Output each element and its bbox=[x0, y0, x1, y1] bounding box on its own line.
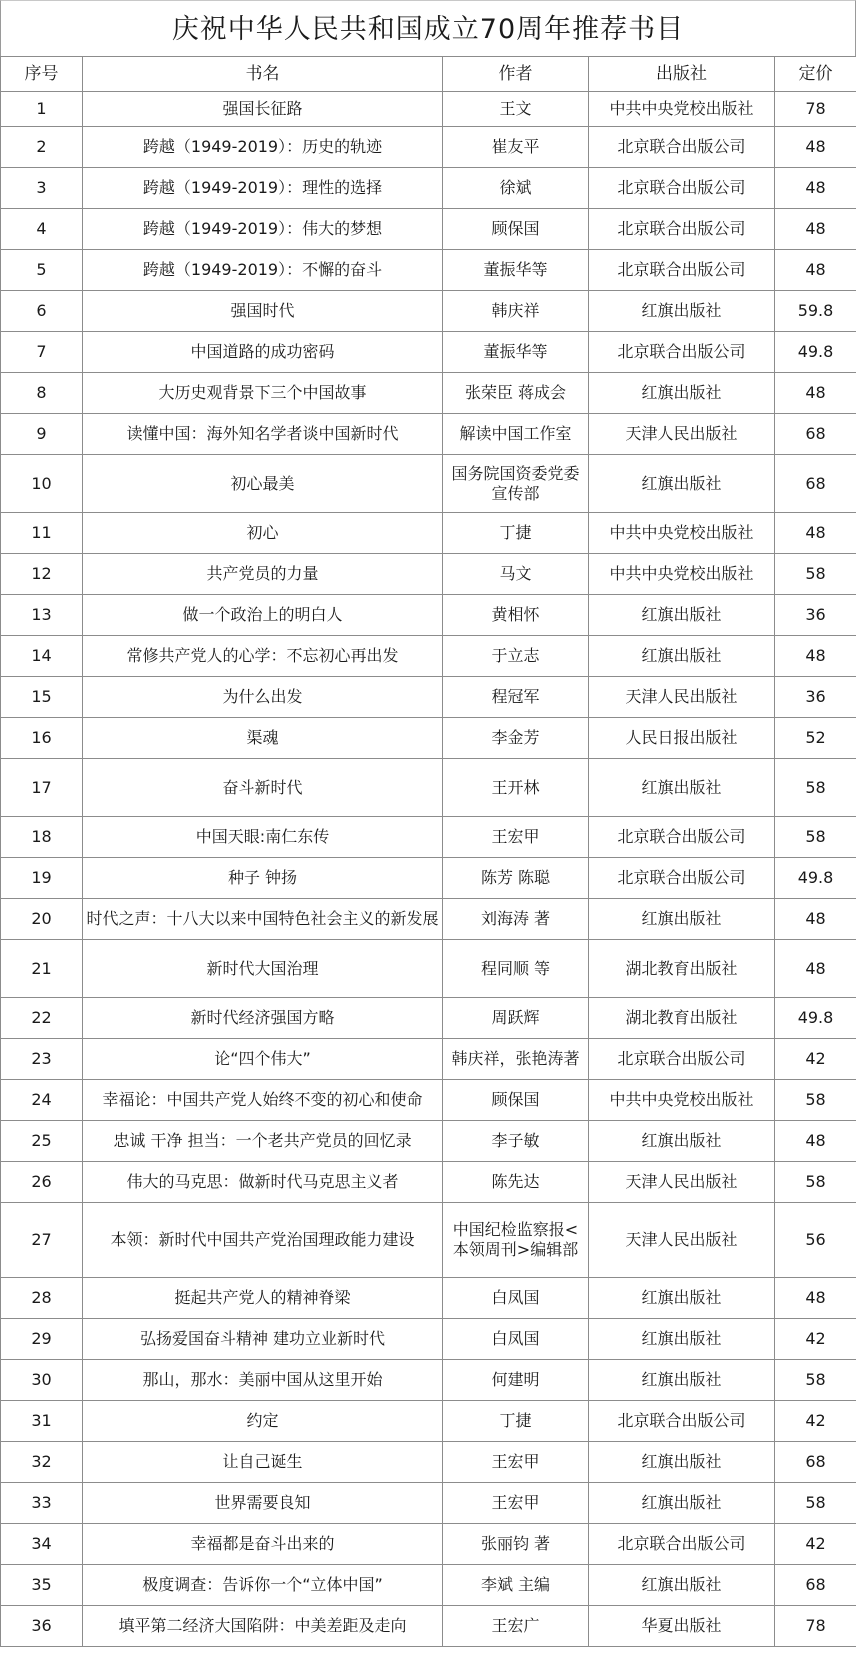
table-row bbox=[1, 998, 856, 1039]
cell-price: 68 bbox=[775, 414, 856, 455]
table-row bbox=[1, 168, 856, 209]
cell-author: 张荣臣 蒋成会 bbox=[443, 373, 589, 414]
cell-no: 36 bbox=[1, 1606, 83, 1647]
cell-name: 跨越（1949-2019）：理性的选择 bbox=[83, 168, 443, 209]
cell-publisher: 北京联合出版公司 bbox=[589, 858, 775, 899]
cell-price: 58 bbox=[775, 1162, 856, 1203]
table-row bbox=[1, 759, 856, 817]
table-row bbox=[1, 455, 856, 513]
cell-price: 49.8 bbox=[775, 858, 856, 899]
cell-publisher: 红旗出版社 bbox=[589, 291, 775, 332]
cell-price: 48 bbox=[775, 636, 856, 677]
cell-publisher: 湖北教育出版社 bbox=[589, 998, 775, 1039]
cell-price: 56 bbox=[775, 1203, 856, 1278]
cell-author: 中国纪检监察报<本领周刊>编辑部 bbox=[443, 1203, 589, 1278]
cell-price: 42 bbox=[775, 1401, 856, 1442]
cell-author: 李子敏 bbox=[443, 1121, 589, 1162]
cell-author: 张丽钧 著 bbox=[443, 1524, 589, 1565]
table-row bbox=[1, 1080, 856, 1121]
cell-no: 25 bbox=[1, 1121, 83, 1162]
cell-price: 58 bbox=[775, 817, 856, 858]
cell-author: 程冠军 bbox=[443, 677, 589, 718]
cell-no: 6 bbox=[1, 291, 83, 332]
table-row bbox=[1, 414, 856, 455]
header-no: 序号 bbox=[1, 57, 83, 92]
table-row bbox=[1, 127, 856, 168]
table-row bbox=[1, 1162, 856, 1203]
cell-name: 论“四个伟大” bbox=[83, 1039, 443, 1080]
cell-publisher: 中共中央党校出版社 bbox=[589, 92, 775, 127]
cell-name: 跨越（1949-2019）：伟大的梦想 bbox=[83, 209, 443, 250]
cell-name: 挺起共产党人的精神脊梁 bbox=[83, 1278, 443, 1319]
cell-publisher: 北京联合出版公司 bbox=[589, 168, 775, 209]
cell-name: 中国道路的成功密码 bbox=[83, 332, 443, 373]
table-row bbox=[1, 554, 856, 595]
cell-no: 31 bbox=[1, 1401, 83, 1442]
table-body bbox=[1, 92, 856, 1647]
cell-name: 约定 bbox=[83, 1401, 443, 1442]
table-row bbox=[1, 1360, 856, 1401]
table-row bbox=[1, 1483, 856, 1524]
cell-price: 58 bbox=[775, 759, 856, 817]
cell-publisher: 红旗出版社 bbox=[589, 1360, 775, 1401]
cell-price: 48 bbox=[775, 940, 856, 998]
cell-no: 29 bbox=[1, 1319, 83, 1360]
header-publisher: 出版社 bbox=[589, 57, 775, 92]
cell-author: 李金芳 bbox=[443, 718, 589, 759]
cell-name: 跨越（1949-2019）：历史的轨迹 bbox=[83, 127, 443, 168]
cell-no: 32 bbox=[1, 1442, 83, 1483]
cell-no: 19 bbox=[1, 858, 83, 899]
cell-price: 49.8 bbox=[775, 998, 856, 1039]
table-row bbox=[1, 817, 856, 858]
cell-price: 48 bbox=[775, 250, 856, 291]
cell-author: 何建明 bbox=[443, 1360, 589, 1401]
cell-author: 顾保国 bbox=[443, 1080, 589, 1121]
cell-price: 48 bbox=[775, 127, 856, 168]
book-table bbox=[0, 56, 856, 1647]
table-row bbox=[1, 858, 856, 899]
cell-no: 24 bbox=[1, 1080, 83, 1121]
cell-publisher: 湖北教育出版社 bbox=[589, 940, 775, 998]
cell-publisher: 红旗出版社 bbox=[589, 1565, 775, 1606]
cell-author: 白凤国 bbox=[443, 1319, 589, 1360]
cell-no: 15 bbox=[1, 677, 83, 718]
cell-price: 48 bbox=[775, 1121, 856, 1162]
cell-name: 本领：新时代中国共产党治国理政能力建设 bbox=[83, 1203, 443, 1278]
cell-no: 1 bbox=[1, 92, 83, 127]
header-name: 书名 bbox=[83, 57, 443, 92]
cell-publisher: 天津人民出版社 bbox=[589, 414, 775, 455]
table-row bbox=[1, 373, 856, 414]
cell-price: 48 bbox=[775, 168, 856, 209]
cell-name: 极度调查：告诉你一个“立体中国” bbox=[83, 1565, 443, 1606]
cell-author: 董振华等 bbox=[443, 250, 589, 291]
table-row bbox=[1, 1039, 856, 1080]
cell-name: 渠魂 bbox=[83, 718, 443, 759]
cell-publisher: 红旗出版社 bbox=[589, 1121, 775, 1162]
cell-publisher: 北京联合出版公司 bbox=[589, 332, 775, 373]
cell-author: 刘海涛 著 bbox=[443, 899, 589, 940]
cell-author: 韩庆祥，张艳涛著 bbox=[443, 1039, 589, 1080]
cell-publisher: 北京联合出版公司 bbox=[589, 209, 775, 250]
cell-publisher: 红旗出版社 bbox=[589, 759, 775, 817]
cell-author: 王宏广 bbox=[443, 1606, 589, 1647]
cell-publisher: 华夏出版社 bbox=[589, 1606, 775, 1647]
cell-price: 68 bbox=[775, 1565, 856, 1606]
cell-no: 20 bbox=[1, 899, 83, 940]
cell-publisher: 人民日报出版社 bbox=[589, 718, 775, 759]
cell-publisher: 天津人民出版社 bbox=[589, 677, 775, 718]
cell-price: 59.8 bbox=[775, 291, 856, 332]
cell-author: 徐斌 bbox=[443, 168, 589, 209]
cell-name: 强国长征路 bbox=[83, 92, 443, 127]
cell-no: 35 bbox=[1, 1565, 83, 1606]
cell-author: 丁捷 bbox=[443, 1401, 589, 1442]
cell-name: 幸福论：中国共产党人始终不变的初心和使命 bbox=[83, 1080, 443, 1121]
cell-price: 42 bbox=[775, 1524, 856, 1565]
cell-price: 78 bbox=[775, 92, 856, 127]
cell-price: 48 bbox=[775, 899, 856, 940]
cell-no: 16 bbox=[1, 718, 83, 759]
cell-author: 陈芳 陈聪 bbox=[443, 858, 589, 899]
cell-name: 跨越（1949-2019）：不懈的奋斗 bbox=[83, 250, 443, 291]
cell-price: 49.8 bbox=[775, 332, 856, 373]
cell-price: 48 bbox=[775, 209, 856, 250]
cell-publisher: 北京联合出版公司 bbox=[589, 1524, 775, 1565]
cell-name: 新时代大国治理 bbox=[83, 940, 443, 998]
cell-name: 中国天眼:南仁东传 bbox=[83, 817, 443, 858]
cell-name: 初心 bbox=[83, 513, 443, 554]
cell-price: 42 bbox=[775, 1039, 856, 1080]
cell-publisher: 北京联合出版公司 bbox=[589, 127, 775, 168]
cell-publisher: 红旗出版社 bbox=[589, 1319, 775, 1360]
cell-price: 68 bbox=[775, 455, 856, 513]
cell-author: 解读中国工作室 bbox=[443, 414, 589, 455]
table-row bbox=[1, 1278, 856, 1319]
cell-no: 26 bbox=[1, 1162, 83, 1203]
cell-name: 种子 钟扬 bbox=[83, 858, 443, 899]
table-row bbox=[1, 92, 856, 127]
cell-price: 48 bbox=[775, 513, 856, 554]
cell-no: 11 bbox=[1, 513, 83, 554]
cell-no: 9 bbox=[1, 414, 83, 455]
cell-name: 时代之声：十八大以来中国特色社会主义的新发展 bbox=[83, 899, 443, 940]
table-row bbox=[1, 1524, 856, 1565]
cell-publisher: 北京联合出版公司 bbox=[589, 250, 775, 291]
cell-no: 3 bbox=[1, 168, 83, 209]
cell-no: 14 bbox=[1, 636, 83, 677]
cell-no: 2 bbox=[1, 127, 83, 168]
cell-name: 让自己诞生 bbox=[83, 1442, 443, 1483]
table-row bbox=[1, 1319, 856, 1360]
header-author: 作者 bbox=[443, 57, 589, 92]
cell-name: 做一个政治上的明白人 bbox=[83, 595, 443, 636]
cell-publisher: 天津人民出版社 bbox=[589, 1162, 775, 1203]
cell-author: 程同顺 等 bbox=[443, 940, 589, 998]
cell-author: 顾保国 bbox=[443, 209, 589, 250]
cell-no: 21 bbox=[1, 940, 83, 998]
cell-no: 5 bbox=[1, 250, 83, 291]
cell-no: 28 bbox=[1, 1278, 83, 1319]
cell-author: 韩庆祥 bbox=[443, 291, 589, 332]
table-row bbox=[1, 940, 856, 998]
cell-publisher: 红旗出版社 bbox=[589, 1278, 775, 1319]
table-row bbox=[1, 291, 856, 332]
cell-publisher: 天津人民出版社 bbox=[589, 1203, 775, 1278]
table-row bbox=[1, 513, 856, 554]
cell-author: 李斌 主编 bbox=[443, 1565, 589, 1606]
cell-no: 12 bbox=[1, 554, 83, 595]
cell-no: 8 bbox=[1, 373, 83, 414]
cell-no: 13 bbox=[1, 595, 83, 636]
cell-price: 58 bbox=[775, 1483, 856, 1524]
cell-publisher: 北京联合出版公司 bbox=[589, 1401, 775, 1442]
cell-author: 周跃辉 bbox=[443, 998, 589, 1039]
cell-name: 新时代经济强国方略 bbox=[83, 998, 443, 1039]
cell-no: 34 bbox=[1, 1524, 83, 1565]
cell-name: 奋斗新时代 bbox=[83, 759, 443, 817]
cell-publisher: 中共中央党校出版社 bbox=[589, 513, 775, 554]
table-row bbox=[1, 332, 856, 373]
cell-no: 30 bbox=[1, 1360, 83, 1401]
table-row bbox=[1, 1442, 856, 1483]
cell-author: 白凤国 bbox=[443, 1278, 589, 1319]
sheet-title: 庆祝中华人民共和国成立70周年推荐书目 bbox=[0, 0, 856, 56]
cell-publisher: 红旗出版社 bbox=[589, 636, 775, 677]
cell-publisher: 中共中央党校出版社 bbox=[589, 1080, 775, 1121]
cell-name: 大历史观背景下三个中国故事 bbox=[83, 373, 443, 414]
cell-no: 7 bbox=[1, 332, 83, 373]
cell-author: 王宏甲 bbox=[443, 817, 589, 858]
table-row bbox=[1, 209, 856, 250]
cell-price: 58 bbox=[775, 554, 856, 595]
header-price: 定价 bbox=[775, 57, 856, 92]
cell-author: 丁捷 bbox=[443, 513, 589, 554]
cell-no: 23 bbox=[1, 1039, 83, 1080]
table-row bbox=[1, 1401, 856, 1442]
cell-price: 52 bbox=[775, 718, 856, 759]
cell-name: 强国时代 bbox=[83, 291, 443, 332]
cell-name: 弘扬爱国奋斗精神 建功立业新时代 bbox=[83, 1319, 443, 1360]
cell-name: 常修共产党人的心学：不忘初心再出发 bbox=[83, 636, 443, 677]
cell-name: 忠诚 干净 担当：一个老共产党员的回忆录 bbox=[83, 1121, 443, 1162]
cell-author: 王文 bbox=[443, 92, 589, 127]
cell-author: 国务院国资委党委宣传部 bbox=[443, 455, 589, 513]
cell-name: 伟大的马克思：做新时代马克思主义者 bbox=[83, 1162, 443, 1203]
cell-author: 王开林 bbox=[443, 759, 589, 817]
cell-publisher: 红旗出版社 bbox=[589, 899, 775, 940]
cell-author: 董振华等 bbox=[443, 332, 589, 373]
header-row bbox=[1, 57, 856, 92]
cell-price: 48 bbox=[775, 373, 856, 414]
cell-publisher: 北京联合出版公司 bbox=[589, 1039, 775, 1080]
cell-price: 78 bbox=[775, 1606, 856, 1647]
table-row bbox=[1, 1606, 856, 1647]
cell-name: 为什么出发 bbox=[83, 677, 443, 718]
cell-name: 共产党员的力量 bbox=[83, 554, 443, 595]
cell-price: 42 bbox=[775, 1319, 856, 1360]
table-row bbox=[1, 677, 856, 718]
cell-author: 于立志 bbox=[443, 636, 589, 677]
cell-no: 10 bbox=[1, 455, 83, 513]
cell-price: 36 bbox=[775, 677, 856, 718]
cell-publisher: 北京联合出版公司 bbox=[589, 817, 775, 858]
cell-author: 崔友平 bbox=[443, 127, 589, 168]
cell-name: 填平第二经济大国陷阱：中美差距及走向 bbox=[83, 1606, 443, 1647]
table-row bbox=[1, 636, 856, 677]
cell-author: 陈先达 bbox=[443, 1162, 589, 1203]
cell-price: 36 bbox=[775, 595, 856, 636]
cell-no: 17 bbox=[1, 759, 83, 817]
cell-author: 王宏甲 bbox=[443, 1442, 589, 1483]
cell-publisher: 中共中央党校出版社 bbox=[589, 554, 775, 595]
cell-name: 世界需要良知 bbox=[83, 1483, 443, 1524]
cell-publisher: 红旗出版社 bbox=[589, 1442, 775, 1483]
cell-publisher: 红旗出版社 bbox=[589, 455, 775, 513]
table-row bbox=[1, 718, 856, 759]
cell-author: 王宏甲 bbox=[443, 1483, 589, 1524]
cell-no: 27 bbox=[1, 1203, 83, 1278]
cell-name: 那山，那水：美丽中国从这里开始 bbox=[83, 1360, 443, 1401]
cell-author: 黄相怀 bbox=[443, 595, 589, 636]
table-row bbox=[1, 1121, 856, 1162]
cell-price: 48 bbox=[775, 1278, 856, 1319]
cell-price: 58 bbox=[775, 1360, 856, 1401]
cell-publisher: 红旗出版社 bbox=[589, 373, 775, 414]
cell-publisher: 红旗出版社 bbox=[589, 595, 775, 636]
cell-no: 18 bbox=[1, 817, 83, 858]
table-row bbox=[1, 250, 856, 291]
table-row bbox=[1, 1565, 856, 1606]
cell-no: 4 bbox=[1, 209, 83, 250]
cell-price: 58 bbox=[775, 1080, 856, 1121]
cell-name: 幸福都是奋斗出来的 bbox=[83, 1524, 443, 1565]
cell-no: 22 bbox=[1, 998, 83, 1039]
cell-author: 马文 bbox=[443, 554, 589, 595]
table-row bbox=[1, 899, 856, 940]
cell-name: 读懂中国：海外知名学者谈中国新时代 bbox=[83, 414, 443, 455]
table-row bbox=[1, 595, 856, 636]
cell-publisher: 红旗出版社 bbox=[589, 1483, 775, 1524]
cell-price: 68 bbox=[775, 1442, 856, 1483]
cell-name: 初心最美 bbox=[83, 455, 443, 513]
cell-no: 33 bbox=[1, 1483, 83, 1524]
table-row bbox=[1, 1203, 856, 1278]
